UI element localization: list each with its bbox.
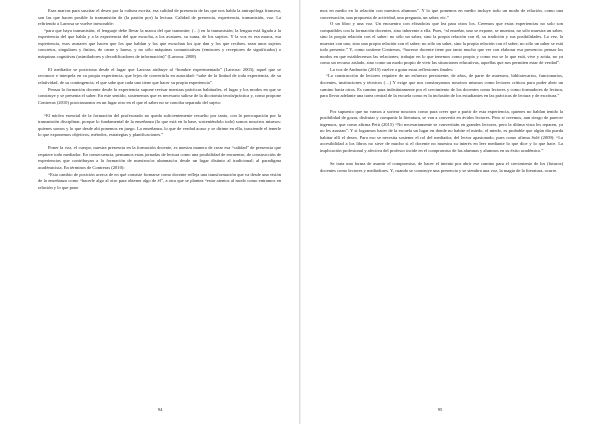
left-paragraph-formation: Pensar la formación docente desde la experiencia supone revisar nuestras prácticas habituales, el lugar y los modos en que se construye y se presenta el saber. En este sentido, sostenemos que es necesario salirse de la dicotomía teoría/práctica y, como propone Contreras (2010) posicionarnos en un lugar otro en el que el saber no se conciba separado del sujeto: (38, 86, 281, 105)
left-page (38, 8, 281, 408)
left-page-number: 94 (157, 407, 163, 412)
right-quote-andruetto: “La construcción de lectores requiere de un esfuerzo persistente, de años, de parte de maestros, bibliotecarios, funcionarios, docentes, instituciones y técnicos (…) Y exige que nos construyamos nosotros mismos como lectores críticos para poder abrir un camino hacia otros. Es camino para indistintamente por el crecimiento de los docentes como lectores y como formadores de lectura, para llevar adelante una tarea central de la escuela como es la inclusión de los estudiantes en las prácticas de lectura y de escritura.” (320, 73, 563, 99)
right-paragraph-andruetto-intro: La voz de Andruetto (2015) vuelve a guiar estas reflexiones finales: (330, 66, 454, 72)
left-paragraph-1: Esas marcas para suscitar el deseo por la cultura escrita, esa calidad de presencia de las que nos habla la antropóloga francesa, son las que hacen posible la transmisión de (la pasión por) la lectura. Calidad de presencia, experiencia, transmisión, voz. La refiriendo a Larrosa se vuelve inexorable: (38, 8, 281, 27)
book-gutter (299, 0, 301, 424)
right-page-number: 95 (437, 407, 443, 412)
left-quote-larrosa: “para que haya transmisión, el lenguaje debe llevar la marca del que transmite; (…) en la transmisión, la lengua está ligada a la experiencia del que habla y a la experiencia del que escucha, a los avatares, su suma, de los sujetos. Y la voz es esa marca, esa experiencia, esos avatares que hacen que los que hablan y los que escuchan los que dan y los que reciben, sean unos sujetos concretos, singulares y finitos, de carne y hueso, y no sólo máquinas comunicativas (emisores y receptores de significados) o máquinas cognitivas (asimiladores y decodificadores de información)” (Larrosa: 2008) (38, 27, 281, 59)
right-page (320, 8, 563, 408)
right-paragraph-closing: Se trata una forma de asumir el compromiso, de hacer el intento por abrir ese camino para el crecimiento de los (futuros) docentes como lectores y mediadores. Y, cuando se construye una presencia y se siembra una voz, la magia de la literatura, ocurre. (320, 160, 563, 173)
right-paragraph-continued: mos en medio en la relación con nuestros alumnos”. Y lo que ponemos en medio incluye todo un modo de relación, como una conversación, una propuesta de actividad, una pregunta, un saber, etc.” (320, 8, 563, 20)
left-quote-contreras: “El núcleo esencial de la formación del profesorado no queda suficientemente resuelto por tanto, con la preocupación por la transmisión disciplinar, porque lo fundamental de la enseñanza (lo que está en la base, sosteniéndolo todo) somos nosotros mismos: quienes somos y lo que desde ahí ponemos en juego. La enseñanza, lo que de verdad acaso y se dirime en ella, trasciende el tenerle lo que exponemos objetivos, métodos, estrategias y planificaciones.” (38, 112, 281, 138)
right-paragraph-book-voice: O un libro y una voz. Un encuentro con el/nado/as que lea para otros los. Creemos que estas experiencias no solo son compatibles con la formación docentes, sino inherente a ella. Pues, “al enseñar, uno se expone, se muestra, no sólo muestra un saber, sino la propia relación con el saber: no sólo un saber, sino la propia relación con él, su tradición y sus posibilidades. La vez, la muestra con uno, sino una propia relación con el saber; no sólo un saber, sino la propia relación con el saber; no sólo un saber se está todo presente.” Y, como sostiene Contreras, “hacerse docente tiene por tanto mucho que ver con elaborar esa presencia: pensar los modos en que establecemos las relaciones; trabajar en lo que tenemos como propio y como eso se lo que está, vive y actúa, no ya como un recurso aislado, sino como un modo propio de vivir las situaciones educativas, aquellas que nos permiten estar de verdad”. (320, 21, 563, 66)
left-paragraph-change: “Esta cambio de posición acerca de en qué consiste formarse como docente refleja una transformación que va desde una visión de la enseñanza como “hacerle algo al otro para obtener algo de él”, a otra que se plantea “estar atentos al modo como entramos en relación y lo que pone (38, 171, 281, 190)
left-paragraph-voice: Poner la voz, el cuerpo, nuestra presencia en la formación docente, es nuestra manera de crear esa “calidad” de presencia que requiere todo mediador. En consecuencia, pensamos estas jornadas de lectura como una posibilidad de encuentro, de construcción de experiencias que contribuyan a la formación de nuestros/os alumnas/os desde un lugar distinto al tradicional; al paradigma académicista. En términos de Contreras (2010): (38, 145, 281, 170)
right-paragraph-experience: Por supuesto que no vamos a sortear nosotros como para creer que a partir de esta experiencia, quienes no hablan tenido la posibilidad de gozar, disfrutar y compartir la literatura, se van a convertir en ávidos lectores. Pero sí creemos, aun riesgo de parecer ingenuos, que como afirma Petit (2015) “No necesariamente se convertirán en grandes lectores, pero la última vista les reparen, ya no les asustan”. Y si logramos hacer de la escuela un lugar en donde no habite el miedo, el miedo, es probable que algún día pueda habitar allí el deseo. Para eso se necesita sostener el rol del mediador, del lector apasionado, pues como afirma Solé (2009): “La accesibilidad a los libros no sirve de mucho si el docente no muestra su interés en leer mediante lo que dice y lo que hace. La implicación profesional y afectiva del profesor incide en el compromiso de las alumnas y alumnos en su éxito académico.” (320, 108, 563, 153)
left-paragraph-mediator: El mediador se posiciona desde el lugar que Larrosa atribuye al “hombre experimentado” (Larrosa: 2003), aquel que se reconoce e interpela en su propia experiencia, que lejos de convertirla en autoridad: “sabe de la finitud de toda experiencia, de su relatividad, de su contingencia, el que sabe que cada uno tiene que hacer su propia experiencia”. (38, 66, 281, 85)
